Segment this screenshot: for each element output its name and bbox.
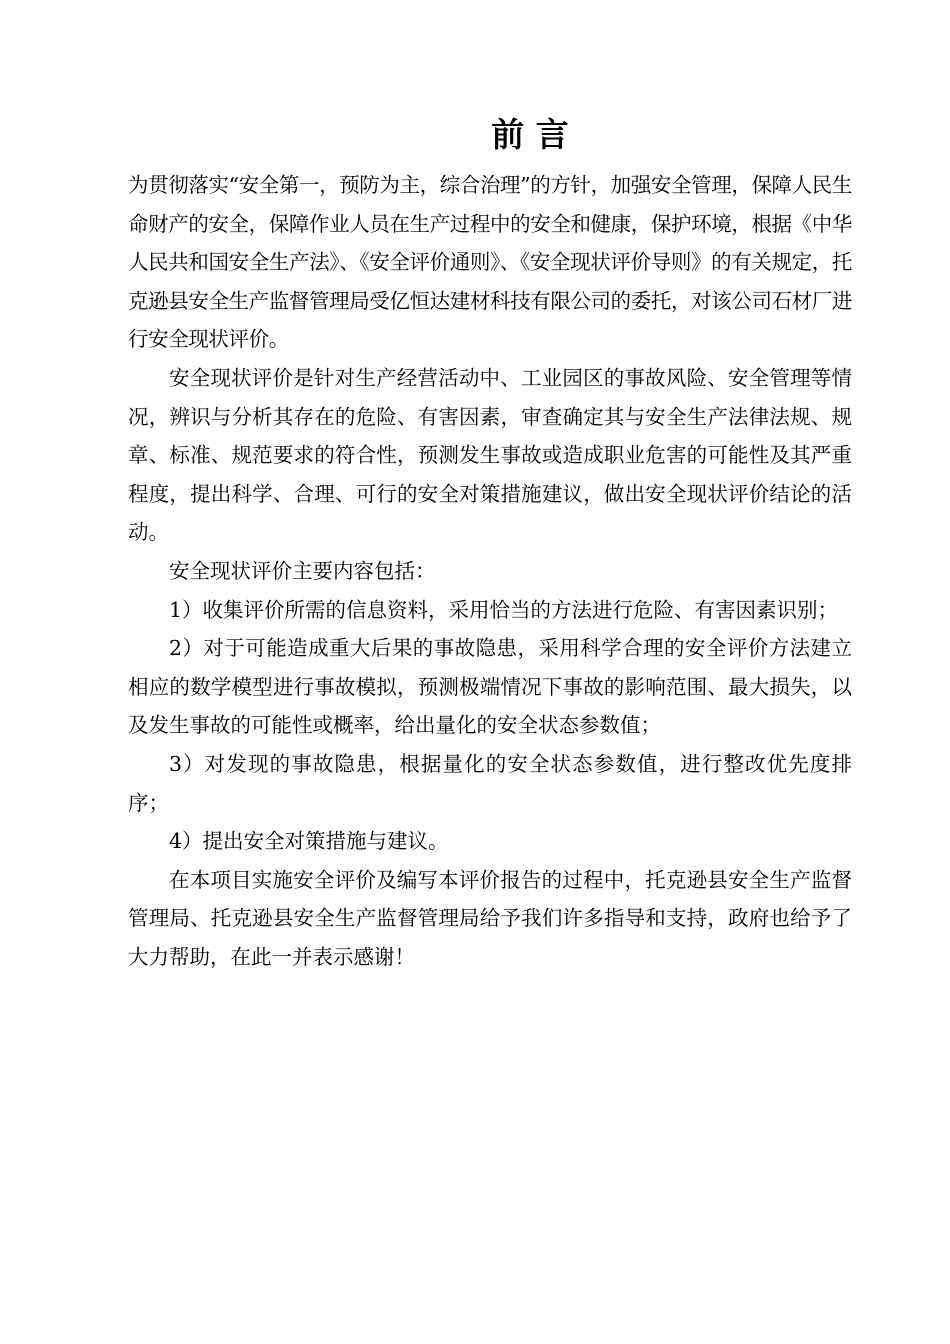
page-title: 前 言 bbox=[491, 115, 569, 154]
paragraph-definition: 安全现状评价是针对生产经营活动中、工业园区的事故风险、安全管理等情况，辨识与分析其存在的危险、有害因素，审查确定其与安全生产法律法规、规章、标准、规范要求的符合性，预测发生事故或造成职业危害的可能性及其严重程度，提出科学、合理、可行的安全对策措施建议，做出安全现状评价结论的活动。 bbox=[128, 365, 852, 545]
list-item-4: 4）提出安全对策措施与建议。 bbox=[169, 829, 449, 854]
paragraph-intro: 为贯彻落实“安全第一，预防为主，综合治理”的方针，加强安全管理，保障人民生命财产的安全，保障作业人员在生产过程中的安全和健康，保护环境，根据《中华人民共和国安全生产法》、《安全评价通则》、《安全现状评价导则》的有关规定，托克逊县安全生产监督管理局受亿恒达建材科技有限公司的委托，对该公司石材厂进行安全现状评价。 bbox=[128, 173, 852, 352]
document-body bbox=[128, 166, 852, 976]
paragraph-acknowledgement: 在本项目实施安全评价及编写本评价报告的过程中，托克逊县安全生产监督管理局、托克逊县安全生产监督管理局给予我们许多指导和支持，政府也给予了大力帮助，在此一并表示感谢！ bbox=[128, 867, 852, 969]
list-item-2: 2）对于可能造成重大后果的事故隐患，采用科学合理的安全评价方法建立相应的数学模型进行事故模拟，预测极端情况下事故的影响范围、最大损失，以及发生事故的可能性或概率，给出量化的安全状态参数值； bbox=[128, 636, 852, 738]
list-item-1: 1）收集评价所需的信息资料，采用恰当的方法进行危险、有害因素识别； bbox=[169, 597, 839, 622]
paragraph-contents-heading: 安全现状评价主要内容包括： bbox=[169, 558, 436, 583]
list-item-3: 3）对发现的事故隐患，根据量化的安全状态参数值，进行整改优先度排序； bbox=[128, 751, 852, 815]
